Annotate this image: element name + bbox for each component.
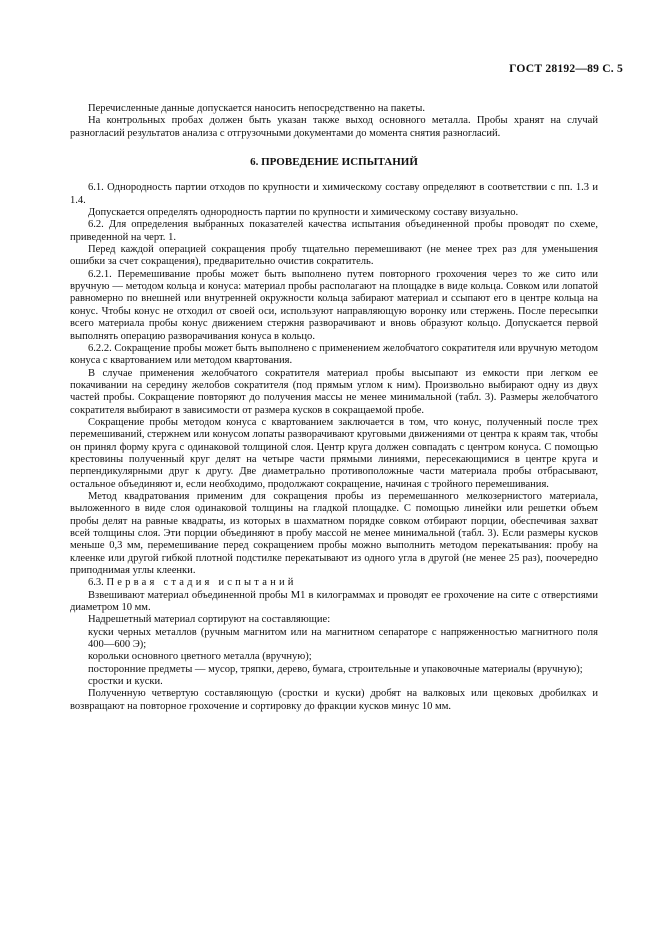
running-header: ГОСТ 28192—89 С. 5	[509, 62, 623, 75]
paragraph: Перечисленные данные допускается наносить непосредственно на пакеты.	[88, 103, 425, 114]
subsection-title: Первая стадия испытаний	[106, 577, 297, 589]
paragraph: 6.2. Для определения выбранных показателей качества испытания объединенной пробы проводят по схеме, приведенной на черт. 1.	[70, 219, 598, 243]
list-item: сростки и куски.	[88, 676, 163, 688]
paragraph: Перед каждой операцией сокращения пробу тщательно перемешивают (не менее трех раз для уменьшения ошибки за счет сокращения), предварительно очистив сократитель.	[70, 244, 598, 268]
paragraph: Сокращение пробы методом конуса с квартованием заключается в том, что конус, полученный после трех перемешиваний, стержнем или конусом лопаты разворачивают круговыми движениями от центра к краям так, чтобы он принял форму круга с одинаковой толщиной слоя. Центр круга должен совпадать с центром конуса. С помощью крестовины полученный круг делят на четыре части прямыми линиями, пересекающимися в центре круга и перпендикулярными друг к другу. Две диаметрально противоположные части материала пробы отбрасывают, остальное объединяют и, если необходимо, продолжают сокращение, начиная с тройного перемешивания.	[70, 416, 598, 490]
list-item: посторонние предметы — мусор, тряпки, дерево, бумага, строительные и упаковочные материалы (вручную);	[88, 663, 583, 675]
section-heading: 6. ПРОВЕДЕНИЕ ИСПЫТАНИЙ	[250, 156, 418, 169]
paragraph: Взвешивают материал объединенной пробы М1 в килограммах и проводят ее грохочение на сите с отверстиями диаметром 10 мм.	[70, 589, 598, 614]
list-item: корольки основного цветного металла (вручную);	[88, 651, 312, 663]
list-item: куски черных металлов (ручным магнитом или на магнитном сепараторе с напряженностью магнитного поля 400—600 Э);	[88, 626, 598, 651]
subsection-heading	[70, 577, 598, 589]
subsection-number: 6.3.	[88, 577, 104, 589]
paragraph: 6.2.1. Перемешивание пробы может быть выполнено путем повторного грохочения через то же сито или вручную — методом кольца и конуса: материал пробы располагают на площадке в виде кольца. Совком или лопатой равномерно по внешней или внутренней окружности кольца забирают материал и ссыпают его в центре кольца на конус. Чтобы конус не отходил от своей оси, используют направляющую воронку или стержень. После пересыпки всего материала пробы конус движением стержня разворачивают и вновь образуют кольцо. Допускается первой выполнять операцию разворачивания конуса в кольцо.	[70, 268, 598, 342]
paragraph: В случае применения желобчатого сократителя материал пробы высыпают из емкости при легком ее покачивании на середину желобов сократителя (под прямым углом к ним). Произвольно выбирают одну из двух частей пробы. Сокращение повторяют до получения массы не менее минимальной (табл. 3). Размеры желобчатого сократителя выбирают в зависимости от размера кусков в сокращаемой пробе.	[70, 367, 598, 416]
paragraph: Надрешетный материал сортируют на составляющие:	[88, 614, 331, 626]
paragraph: 6.2.2. Сокращение пробы может быть выполнено с применением желобчатого сократителя или вручную методом конуса с квартованием или методом квартования.	[70, 342, 598, 367]
paragraph: Полученную четвертую составляющую (сростки и куски) дробят на валковых или щековых дробилках и возвращают на повторное грохочение и сортировку до фракции кусков минус 10 мм.	[70, 688, 598, 712]
paragraph: Допускается определять однородность партии по крупности и химическому составу визуально.	[88, 207, 519, 219]
document-body	[70, 103, 598, 713]
paragraph: 6.1. Однородность партии отходов по крупности и химическому составу определяют в соответствии с пп. 1.3 и 1.4.	[70, 182, 598, 206]
paragraph: Метод квадратования применим для сокращения пробы из перемешанного мелкозернистого материала, выложенного в виде слоя одинаковой толщины на гладкой площадке. С помощью линейки или решетки объем пробы делят на равные квадраты, из которых в шахматном порядке совком отбирают порции, обеспечивая захват всей толщины слоя. Эти порции объединяют в пробу массой не менее минимальной (табл. 3). Если размеры кусков меньше 0,3 мм, перемешивание перед сокращением пробы можно выполнить методом перекатывания: пробу на клеенке или другой гибкой плотной подстилке перекатывают из одного угла в другой (не менее 25 раз), поочередно приподнимая углы клеенки.	[70, 490, 598, 577]
paragraph: На контрольных пробах должен быть указан также выход основного металла. Пробы хранят на случай разногласий результатов анализа с отгрузочными документами до момента снятия разногласий.	[70, 115, 598, 139]
